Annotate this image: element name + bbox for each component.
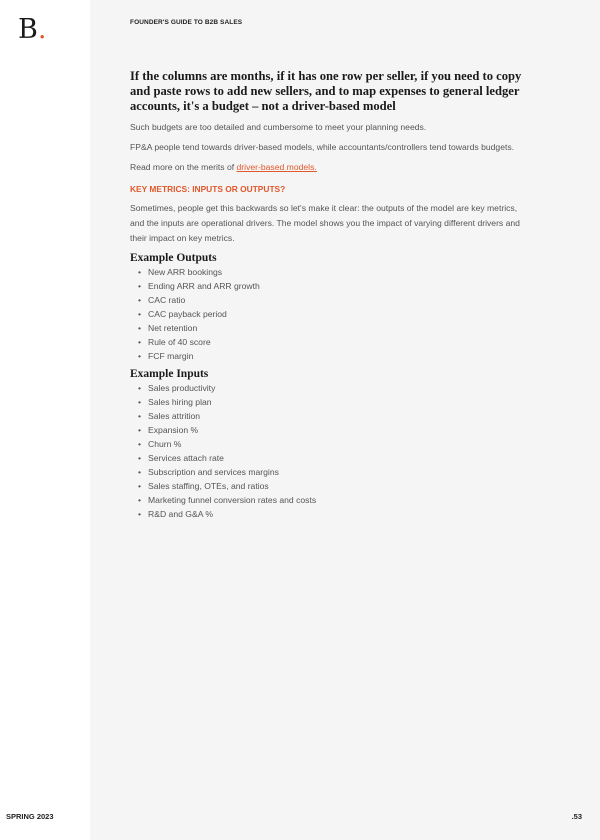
outputs-list [138, 265, 530, 363]
read-more-text: Read more on the merits of [130, 162, 237, 172]
driver-based-models-link[interactable]: driver-based models. [236, 162, 317, 172]
list-item: • Expansion % [138, 423, 530, 437]
list-item: • New ARR bookings [138, 265, 530, 279]
logo-letter: B [18, 14, 38, 45]
page-number: .53 [571, 812, 582, 821]
inputs-title: Example Inputs [130, 368, 209, 380]
list-item: • Net retention [138, 321, 530, 335]
section-body: Sometimes, people get this backwards so let's make it clear: the outputs of the model are key metrics, and the inputs are operational drivers. The model shows you the impact of varying different drivers and their impact on key metrics. [130, 203, 520, 243]
section-title: KEY METRICS: INPUTS OR OUTPUTS? [130, 184, 286, 194]
list-item: • Sales hiring plan [138, 395, 530, 409]
edition-label: SPRING 2023 [6, 812, 54, 821]
list-item: • R&D and G&A % [138, 507, 530, 521]
callout-heading: If the columns are months, if it has one row per seller, if you need to copy and paste rows to add new sellers, and to map expenses to general ledger accounts, it's a budget – not a driver-based model [130, 69, 522, 113]
sidebar [0, 0, 90, 840]
list-item: • Sales staffing, OTEs, and ratios [138, 479, 530, 493]
logo-dot: . [37, 14, 47, 45]
inputs-list [138, 381, 530, 521]
running-header: FOUNDER'S GUIDE TO B2B SALES [130, 19, 243, 26]
brand-logo [18, 14, 46, 45]
list-item: • Sales attrition [138, 409, 530, 423]
content [130, 69, 530, 525]
list-item: • Subscription and services margins [138, 465, 530, 479]
list-item: • Services attach rate [138, 451, 530, 465]
paragraph: FP&A people tend towards driver-based models, while accountants/controllers tend towards budgets. [130, 142, 515, 152]
list-item: • Marketing funnel conversion rates and costs [138, 493, 530, 507]
list-item: • Ending ARR and ARR growth [138, 279, 530, 293]
list-item: • FCF margin [138, 349, 530, 363]
list-item: • CAC payback period [138, 307, 530, 321]
paragraph: Such budgets are too detailed and cumbersome to meet your planning needs. [130, 122, 427, 132]
outputs-title: Example Outputs [130, 252, 217, 264]
read-more [130, 160, 530, 175]
list-item: • Sales productivity [138, 381, 530, 395]
list-item: • Churn % [138, 437, 530, 451]
list-item: • CAC ratio [138, 293, 530, 307]
list-item: • Rule of 40 score [138, 335, 530, 349]
